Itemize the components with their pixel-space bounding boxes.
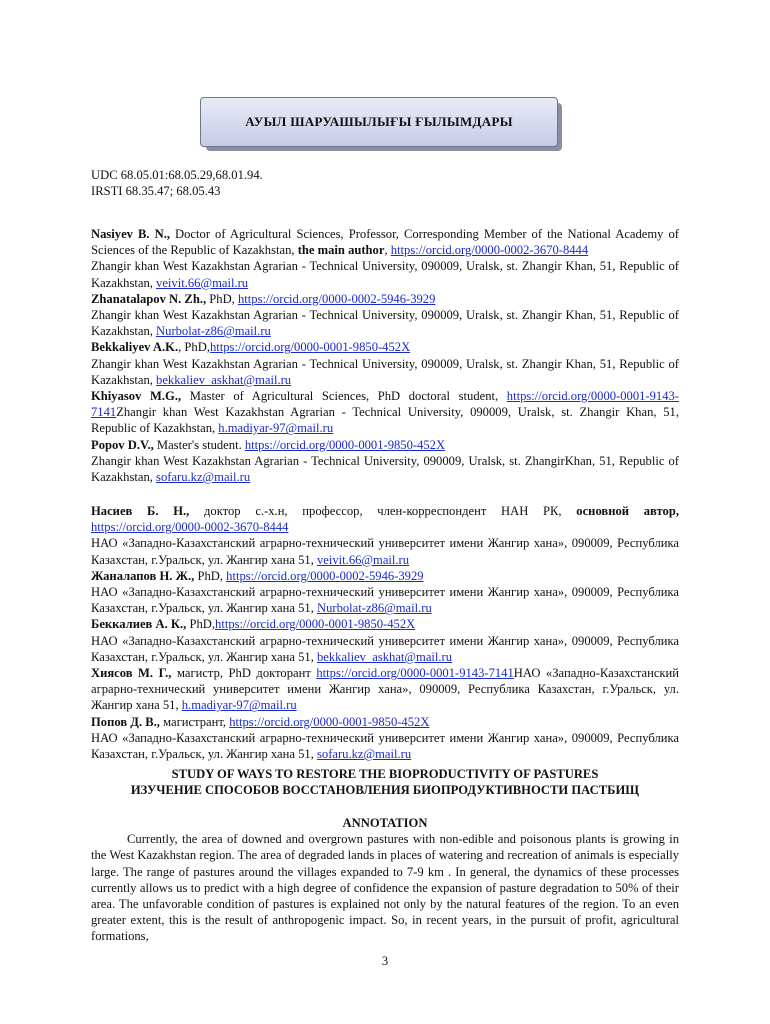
banner-title: АУЫЛ ШАРУАШЫЛЫҒЫ ҒЫЛЫМДАРЫ <box>200 97 558 147</box>
email-link[interactable]: h.madiyar-97@mail.ru <box>218 421 334 436</box>
author-name: Насиев Б. Н., <box>91 504 190 518</box>
orcid-link[interactable]: https://orcid.org/0000-0001-9143-7141 <box>316 666 514 681</box>
author-description: Master's student. <box>153 437 245 452</box>
orcid-link[interactable]: https://orcid.org/0000-0002-3670-8444 <box>91 520 289 535</box>
author-name: Жаналапов Н. Ж., <box>91 568 195 583</box>
orcid-link[interactable]: https://orcid.org/0000-0001-9850-452X <box>244 437 446 452</box>
email-link[interactable]: h.madiyar-97@mail.ru <box>181 698 297 713</box>
author-entry <box>91 339 679 355</box>
annotation-section <box>91 815 679 945</box>
affiliation-text: Zhangir khan West Kazakhstan Agrarian - Technical University, 090009, Uralsk, st. ZhangirKhan, 51, Republic of Kazakhstan, <box>91 453 679 485</box>
author-entry <box>91 291 679 307</box>
author-entry <box>91 616 679 632</box>
page-number: 3 <box>381 954 389 968</box>
affiliation-text: НАО «Западно-Казахстанский аграрно-технический университет имени Жангир хана», 090009, Республика Казахстан, г.Уральск, ул. Жангир хана 51, <box>91 536 679 567</box>
author-name: Bekkaliyev A.K. <box>91 340 179 355</box>
orcid-link[interactable]: https://orcid.org/0000-0001-9850-452X <box>215 617 416 632</box>
orcid-link[interactable]: https://orcid.org/0000-0001-9850-452X <box>209 340 411 355</box>
author-entry <box>91 665 679 714</box>
author-description: доктор с.-х.н, профессор, член-корреспондент НАН РК, <box>189 504 577 518</box>
author-affiliation <box>91 584 679 616</box>
affiliation-text: НАО «Западно-Казахстанский аграрно-технический университет имени Жангир хана», 090009, Республика Казахстан, г.Уральск, ул. Жангир хана 51, <box>91 633 679 664</box>
author-entry <box>91 437 679 453</box>
author-affiliation <box>91 453 679 485</box>
author-affiliation <box>91 535 679 567</box>
separator: , <box>384 243 391 258</box>
affiliation-text: Zhangir khan West Kazakhstan Agrarian - Technical University, 090009, Uralsk, st. Zhangir Khan, 51, Republic of Kazakhstan, <box>91 259 679 290</box>
author-name: Zhanatalapov N. Zh., <box>91 291 207 306</box>
author-entry <box>91 714 679 730</box>
author-name: Беккалиев А. К., <box>91 617 187 632</box>
orcid-link[interactable]: https://orcid.org/0000-0002-5946-3929 <box>226 568 424 583</box>
affiliation-text: Zhangir khan West Kazakhstan Agrarian - Technical University, 090009, Uralsk, st. Zhangir Khan, 51, Republic of Kazakhstan, <box>91 308 679 339</box>
author-description: магистр, PhD докторант <box>171 666 317 681</box>
author-name: Khiyasov M.G., <box>91 389 182 404</box>
annotation-heading: ANNOTATION <box>342 816 428 830</box>
author-description: магистрант, <box>159 714 230 729</box>
paper-titles <box>91 766 679 798</box>
email-link[interactable]: sofaru.kz@mail.ru <box>317 747 412 762</box>
author-description: PhD, <box>194 568 227 583</box>
author-description: , PhD, <box>178 340 210 355</box>
udc-code: UDC 68.05.01:68.05.29,68.01.94. <box>91 168 263 182</box>
author-affiliation <box>91 730 679 762</box>
annotation-body: Currently, the area of downed and overgrown pastures with non-edible and poisonous plants is growing in the West Kazakhstan region. The area of degraded lands in places of watering and recreation of animals is especially large. The range of pastures around the villages expanded to 7-9 km . In general, the dynamics of these processes currently allows us to predict with a high degree of confidence the expansion of pasture degradation to 50% of their area. The unfavorable condition of pastures is explained not only by the natural features of the region. To an even greater extent, this is the result of anthropogenic impact. So, in recent years, in the pursuit of profit, agricultural formations, <box>91 832 679 944</box>
author-name: Попов Д. В., <box>91 714 160 729</box>
author-entry <box>91 503 679 535</box>
author-affiliation <box>91 307 679 339</box>
author-description: PhD, <box>186 617 216 632</box>
email-link[interactable]: bekkaliev_askhat@mail.ru <box>317 649 453 664</box>
author-entry <box>91 388 679 437</box>
section-banner <box>200 97 566 157</box>
author-role: основной автор, <box>576 504 679 518</box>
authors-english <box>91 226 679 485</box>
author-affiliation <box>91 633 679 665</box>
author-role: the main author <box>297 243 385 258</box>
email-link[interactable]: sofaru.kz@mail.ru <box>156 470 251 485</box>
orcid-link[interactable]: https://orcid.org/0000-0002-5946-3929 <box>237 291 436 306</box>
email-link[interactable]: bekkaliev_askhat@mail.ru <box>156 372 292 387</box>
author-affiliation <box>91 356 679 388</box>
email-link[interactable]: veivit.66@mail.ru <box>317 552 410 567</box>
affiliation-text: НАО «Западно-Казахстанский аграрно-технический университет имени Жангир хана», 090009, Республика Казахстан, г.Уральск, ул. Жангир хана 51, <box>91 730 679 762</box>
orcid-link[interactable]: https://orcid.org/0000-0001-9850-452X <box>229 714 430 729</box>
affiliation-text: НАО «Западно-Казахстанский аграрно-технический университет имени Жангир хана», 090009, Республика Казахстан, г.Уральск, ул. Жангир хана 51, <box>91 585 679 616</box>
affiliation-text: Zhangir khan West Kazakhstan Agrarian - Technical University, 090009, Uralsk, st. Zhangir Khan, 51, Republic of Kazakhstan, <box>91 405 679 436</box>
author-entry <box>91 226 679 258</box>
author-name: Popov D.V., <box>91 437 154 452</box>
email-link[interactable]: Nurbolat-z86@mail.ru <box>156 324 271 339</box>
affiliation-text: НАО «Западно-Казахстанский аграрно-технический университет имени Жангир хана», 090009, Республика Казахстан, г.Уральск, ул. Жангир хана 51, <box>91 666 680 713</box>
author-description: PhD, <box>206 291 238 306</box>
author-affiliation <box>91 258 679 290</box>
affiliation-text: Zhangir khan West Kazakhstan Agrarian - Technical University, 090009, Uralsk, st. Zhangir Khan, 51, Republic of Kazakhstan, <box>91 356 679 387</box>
email-link[interactable]: Nurbolat-z86@mail.ru <box>317 601 432 616</box>
irsti-code: IRSTI 68.35.47; 68.05.43 <box>91 184 221 199</box>
author-description: Doctor of Agricultural Sciences, Professor, Corresponding Member of the National Academy of Sciences of the Republic of Kazakhstan, <box>91 227 680 258</box>
authors-russian <box>91 503 679 762</box>
author-name: Nasiyev B. N., <box>91 227 170 241</box>
author-entry <box>91 568 679 584</box>
author-name: Хиясов М. Г., <box>91 666 172 681</box>
title-english: STUDY OF WAYS TO RESTORE THE BIOPRODUCTIVITY OF PASTURES <box>171 767 599 781</box>
classification-codes <box>91 167 679 199</box>
orcid-link[interactable]: https://orcid.org/0000-0002-3670-8444 <box>390 243 589 258</box>
title-russian: ИЗУЧЕНИЕ СПОСОБОВ ВОССТАНОВЛЕНИЯ БИОПРОДУКТИВНОСТИ ПАСТБИЩ <box>130 783 640 798</box>
email-link[interactable]: veivit.66@mail.ru <box>156 275 249 290</box>
orcid-link[interactable]: https://orcid.org/0000-0001-9143-7141 <box>91 389 679 420</box>
author-description: Master of Agricultural Sciences, PhD doctoral student, <box>181 389 507 404</box>
